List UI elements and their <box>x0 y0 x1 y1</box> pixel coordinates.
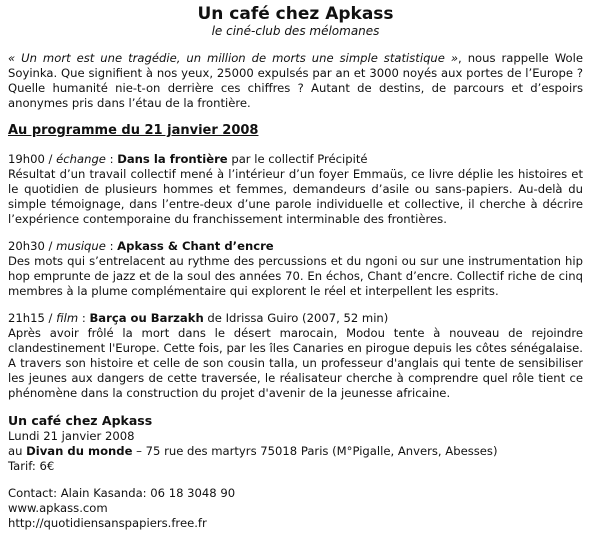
event-film <box>8 311 583 401</box>
venue-name: Divan du monde <box>26 444 133 458</box>
website-text: www.apkass.com <box>8 501 108 515</box>
event-name: Dans la frontière <box>117 152 228 166</box>
event-name: Barça ou Barzakh <box>89 311 204 325</box>
event-separator: : <box>105 152 118 166</box>
event-music <box>8 239 583 299</box>
event-header <box>8 311 583 326</box>
event-description: Résultat d’un travail collectif mené à l’intérieur d’un foyer Emmaüs, ce livre déplie les histoires et le quotidien de plusieurs hommes et femmes, demandeurs d’asile ou sans-papiers. Au-delà du simple témoignage, dans l’entre-deux d’une parole individuelle et collective, il cherche à décrire l’expérience contemporaine du franchissement interminable des frontières. <box>8 167 583 226</box>
event-by: de Idrissa Guiro (2007, 52 min) <box>203 311 389 325</box>
event-category: musique <box>56 239 106 253</box>
page-subtitle: le ciné-club des mélomanes <box>211 24 380 38</box>
document-page <box>8 0 583 531</box>
event-time: 19h00 / <box>8 152 57 166</box>
intro-quote: « Un mort est une tragédie, un million de morts une simple statistique » <box>8 51 459 65</box>
info-title: Un café chez Apkass <box>8 413 153 428</box>
event-header <box>8 152 583 167</box>
event-description: Après avoir frôlé la mort dans le désert marocain, Modou tente à nouveau de rejoindre clandestinement l'Europe. Cette fois, par les îles Canaries en pirogue depuis les côtes sénégalaise. A travers son histoire et celle de son cousin talla, un professeur d'anglais qui tente de sensibiliser les jeunes aux dangers de cette traversée, le réalisateur cherche à comprendre quel rôle tient ce phénomène dans la construction du projet d'avenir de la jeunesse africaine. <box>8 326 583 400</box>
url-text: http://quotidiensanspapiers.free.fr <box>8 516 207 530</box>
event-category: film <box>56 311 79 325</box>
event-header <box>8 239 583 254</box>
event-description: Des mots qui s’entrelacent au rythme des percussions et du ngoni ou sur une instrumentation hip hop emprunte de jazz et de la soul des années 70. En échos, Chant d’encre. Collectif riche de cinq membres à la plume complémentaire qui explorent le réel et interpellent les esprits. <box>8 254 583 298</box>
venue-prefix: au <box>8 444 27 458</box>
intro-text: , nous rappelle Wole Soyinka. Que signifient à nos yeux, 25000 expulsés par an et 3000 noyés aux portes de l’Europe ? Quelle humanité nie-t-on derrière ces chiffres ? Autant de destins, de parcours et d’espoirs anonymes pris dans l’étau de la frontière. <box>8 51 583 110</box>
contact-line: Contact: Alain Kasanda: 06 18 3048 90 <box>8 486 236 500</box>
info-price: Tarif: 6€ <box>8 459 55 473</box>
intro-paragraph <box>8 51 583 111</box>
event-by: par le collectif Précipité <box>227 152 368 166</box>
event-info <box>8 413 583 474</box>
event-time: 20h30 / <box>8 239 57 253</box>
event-name: Apkass & Chant d’encre <box>117 239 274 253</box>
event-separator: : <box>105 239 118 253</box>
event-category: échange <box>56 152 106 166</box>
info-date: Lundi 21 janvier 2008 <box>8 429 135 443</box>
program-heading: Au programme du 21 janvier 2008 <box>8 123 259 138</box>
event-time: 21h15 / <box>8 311 57 325</box>
event-exchange <box>8 152 583 227</box>
page-title: Un café chez Apkass <box>197 4 394 24</box>
contact-block <box>8 486 583 531</box>
venue-address: – 75 rue des martyrs 75018 Paris (M°Pigalle, Anvers, Abesses) <box>132 444 498 458</box>
event-separator: : <box>78 311 90 325</box>
info-venue <box>8 444 583 459</box>
